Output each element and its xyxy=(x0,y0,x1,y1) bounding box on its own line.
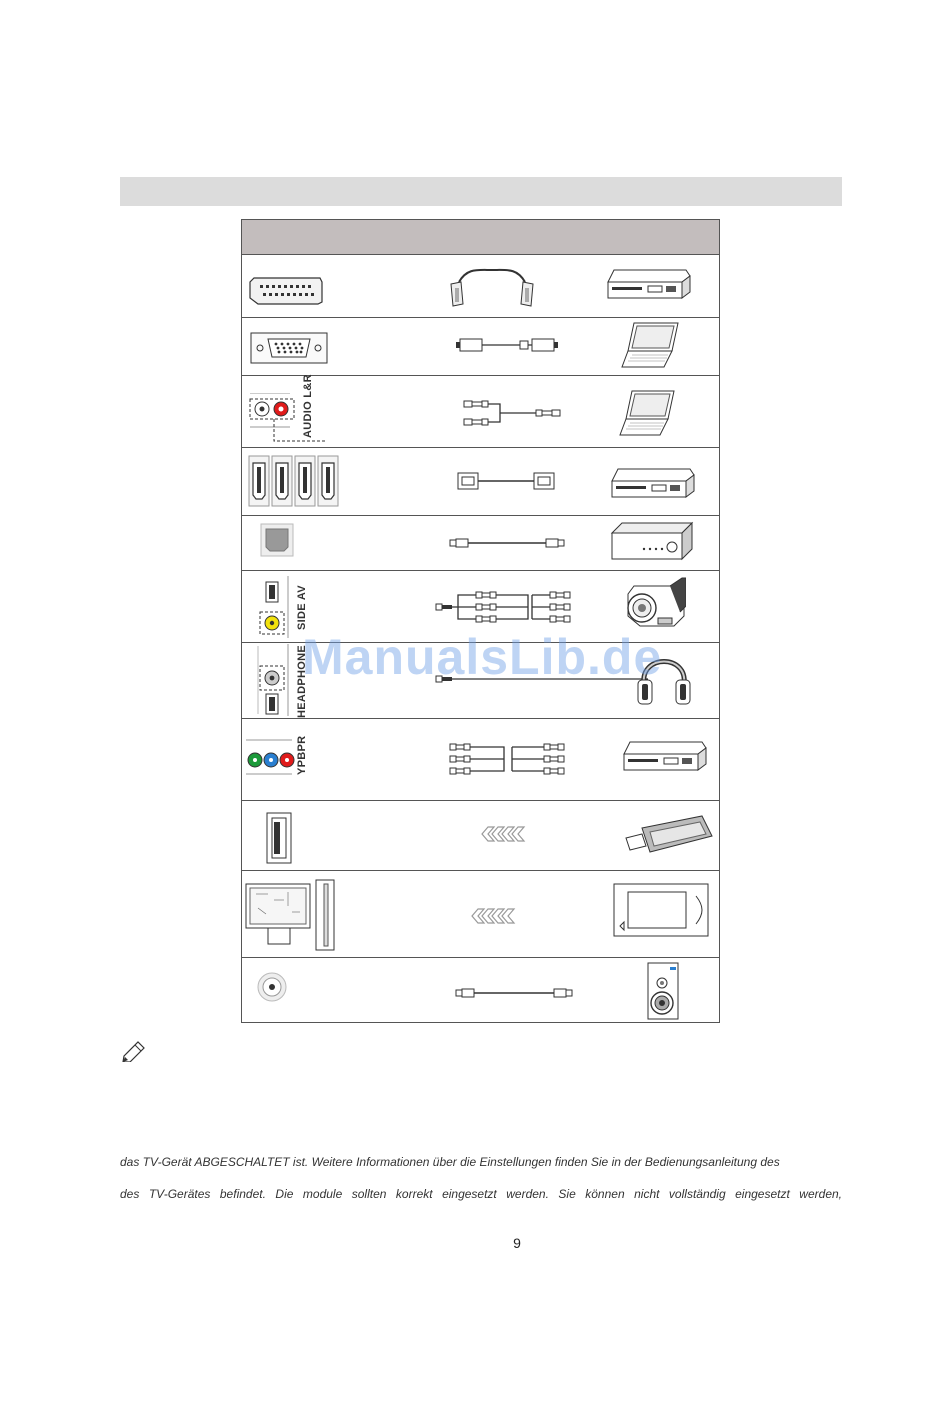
vga-cable-icon xyxy=(454,335,560,355)
body-text-line-2: des TV-Gerätes befindet. Die module sollten korrekt eingesetzt werden. Sie können nicht vollständig eingesetzt werden, xyxy=(120,1187,842,1201)
row-hdmi xyxy=(242,447,719,516)
laptop-pc-icon xyxy=(620,321,682,371)
headphone-port-icon xyxy=(256,644,292,716)
subwoofer-speaker-icon xyxy=(646,961,680,1021)
optical-port-icon xyxy=(260,523,294,557)
laptop-pc-icon-2 xyxy=(618,389,678,441)
audio-lr-port-icon xyxy=(248,393,328,445)
row-ci xyxy=(242,870,719,958)
table-header xyxy=(242,220,719,255)
dvd-recorder-icon xyxy=(604,268,692,302)
ypbpr-label: YPBPR xyxy=(296,735,308,775)
side-av-port-icon xyxy=(256,576,292,638)
row-audio xyxy=(242,375,719,448)
usb-stick-icon xyxy=(622,814,714,858)
optical-cable-icon xyxy=(448,535,566,551)
camcorder-icon xyxy=(620,576,686,636)
watermark: ManualsLib.de xyxy=(302,629,663,685)
body-text-line-1: das TV-Gerät ABGESCHALTET ist. Weitere Informationen über die Einstellungen finden Sie in der Bedienungsanleitung des xyxy=(120,1155,780,1169)
row-ypbpr xyxy=(242,718,719,801)
side-av-cable-icon xyxy=(434,590,580,624)
hdmi-cable-icon xyxy=(454,469,558,493)
page-number: 9 xyxy=(513,1235,521,1251)
audio-amplifier-icon xyxy=(610,521,694,561)
dvd-player-icon xyxy=(608,467,696,501)
row-optical xyxy=(242,515,719,571)
pencil-note-icon xyxy=(120,1038,148,1062)
ci-slot-icon xyxy=(244,878,336,954)
antenna-port-icon xyxy=(256,971,288,1003)
vga-port-icon xyxy=(250,331,328,365)
ypbpr-cable-icon xyxy=(448,742,572,776)
hdmi-port-icon xyxy=(248,455,340,507)
ci-module-icon xyxy=(612,882,712,938)
headphone-label: HEADPHONE xyxy=(296,645,308,718)
row-usb xyxy=(242,800,719,871)
connections-table xyxy=(241,219,720,1023)
dvd-player-icon-2 xyxy=(620,740,708,774)
row-scart xyxy=(242,254,719,318)
row-antenna xyxy=(242,957,719,1024)
ypbpr-port-icon xyxy=(244,738,296,778)
audio-cable-icon xyxy=(460,397,564,429)
row-vga xyxy=(242,317,719,376)
audio-lr-label: AUDIO L&R xyxy=(302,374,314,438)
usb-port-icon xyxy=(266,812,292,864)
side-av-label: SIDE AV xyxy=(296,585,308,630)
section-title-bar xyxy=(120,177,842,206)
usb-insert-arrows-icon xyxy=(478,826,528,842)
ci-insert-arrows-icon xyxy=(468,908,518,924)
scart-cable-icon xyxy=(447,266,537,308)
scart-port-icon xyxy=(248,276,324,306)
antenna-cable-icon xyxy=(454,985,574,1001)
